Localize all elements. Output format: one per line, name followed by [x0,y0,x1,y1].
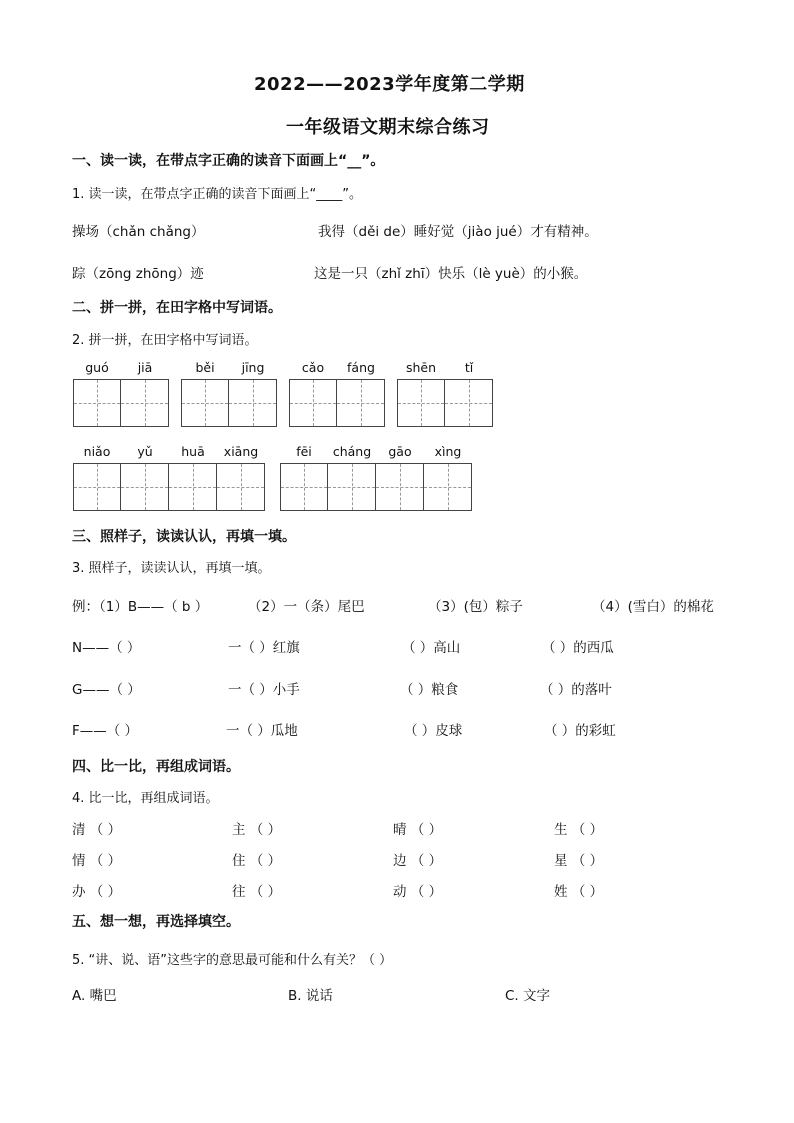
word-blank[interactable]: 往 （ ） [232,884,282,900]
fill-blank[interactable]: （ ）高山 [402,640,461,656]
section2-heading: 二、拼一拼，在田字格中写词语。 [72,300,282,316]
fill-blank[interactable]: （ ）粮食 [400,682,459,698]
tianzige-cell[interactable] [445,379,493,427]
tianzige-cell[interactable] [280,463,328,511]
tianzige-group [280,463,472,511]
pinyin-label: xìng [434,444,462,459]
pinyin-label: fáng [347,360,375,375]
tianzige-group [181,379,277,427]
word-blank[interactable]: 办 （ ） [72,884,122,900]
fill-blank[interactable]: （ ）的落叶 [540,682,612,698]
section4-heading: 四、比一比，再组成词语。 [72,759,240,775]
pinyin-label: běi [195,360,215,375]
fill-blank[interactable]: 一（ ）小手 [228,682,300,698]
page-title-line2: 一年级语文期末综合练习 [286,117,490,138]
tianzige-cell[interactable] [424,463,472,511]
pinyin-label: huā [181,444,205,459]
tianzige-cell[interactable] [73,463,121,511]
fill-blank[interactable]: （ ）的彩虹 [544,723,616,739]
section5-question: 5. “讲、说、语”这些字的意思最可能和什么有关？（ ） [72,953,393,968]
tianzige-cell[interactable] [289,379,337,427]
fill-blank[interactable]: （ ）的西瓜 [542,640,614,656]
section5-heading: 五、想一想，再选择填空。 [72,914,240,930]
fill-blank[interactable]: N——（ ） [72,640,141,656]
option-a[interactable]: A. 嘴巴 [72,988,117,1004]
option-b[interactable]: B. 说话 [288,988,333,1004]
word-blank[interactable]: 生 （ ） [554,822,604,838]
word-blank[interactable]: 动 （ ） [393,884,443,900]
section1-item: 踪（zōng zhōng）迹 [72,266,204,282]
example-item: （4）(雪白）的棉花 [592,599,714,615]
section1-item: 我得（děi de）睡好觉（jiào jué）才有精神。 [318,224,598,240]
pinyin-label: tǐ [464,360,474,375]
pinyin-label: shēn [405,360,437,375]
word-blank[interactable]: 边 （ ） [393,853,443,869]
pinyin-label: xiāng [223,444,259,459]
tianzige-group [73,379,169,427]
tianzige-cell[interactable] [376,463,424,511]
tianzige-cell[interactable] [121,379,169,427]
pinyin-label: fēi [296,444,312,459]
option-c[interactable]: C. 文字 [505,988,551,1004]
pinyin-label: guó [85,360,109,375]
pinyin-label: gāo [388,444,412,459]
fill-blank[interactable]: G——（ ） [72,682,141,698]
pinyin-label: jiā [137,360,153,375]
fill-blank[interactable]: 一（ ）红旗 [228,640,300,656]
tianzige-cell[interactable] [229,379,277,427]
tianzige-cell[interactable] [73,379,121,427]
tianzige-cell[interactable] [181,379,229,427]
tianzige-cell[interactable] [337,379,385,427]
tianzige-cell[interactable] [169,463,217,511]
pinyin-label: cǎo [301,360,325,375]
section1-item: 这是一只（zhǐ zhī）快乐（lè yuè）的小猴。 [314,266,588,282]
tianzige-cell[interactable] [328,463,376,511]
section1-question: 1. 读一读，在带点字正确的读音下面画上“____”。 [72,187,363,202]
tianzige-cell[interactable] [397,379,445,427]
page-title-line1: 2022——2023学年度第二学期 [254,74,525,95]
word-blank[interactable]: 情 （ ） [72,853,122,869]
word-blank[interactable]: 晴 （ ） [393,822,443,838]
example-item: 例：（1）B——（ b ） [72,599,209,615]
word-blank[interactable]: 姓 （ ） [554,884,604,900]
tianzige-group [289,379,385,427]
fill-blank[interactable]: （ ）皮球 [404,723,463,739]
word-blank[interactable]: 主 （ ） [232,822,282,838]
section3-question: 3. 照样子，读读认认，再填一填。 [72,561,271,576]
tianzige-cell[interactable] [217,463,265,511]
section3-heading: 三、照样子，读读认认，再填一填。 [72,529,296,545]
fill-blank[interactable]: F——（ ） [72,723,139,739]
section1-item: 操场（chǎn chǎng） [72,224,205,240]
pinyin-label: yǔ [137,444,153,459]
word-blank[interactable]: 清 （ ） [72,822,122,838]
fill-blank[interactable]: 一（ ）瓜地 [226,723,298,739]
tianzige-group [397,379,493,427]
section1-heading: 一、读一读，在带点字正确的读音下面画上“__”。 [72,153,385,169]
word-blank[interactable]: 星 （ ） [554,853,604,869]
section2-question: 2. 拼一拼，在田字格中写词语。 [72,333,258,348]
tianzige-cell[interactable] [121,463,169,511]
pinyin-label: cháng [332,444,372,459]
pinyin-label: niǎo [83,444,111,459]
section4-question: 4. 比一比，再组成词语。 [72,791,219,806]
tianzige-group [73,463,265,511]
example-item: （3）(包）粽子 [428,599,523,615]
pinyin-label: jīng [241,360,265,375]
word-blank[interactable]: 住 （ ） [232,853,282,869]
example-item: （2）一（条）尾巴 [248,599,365,615]
